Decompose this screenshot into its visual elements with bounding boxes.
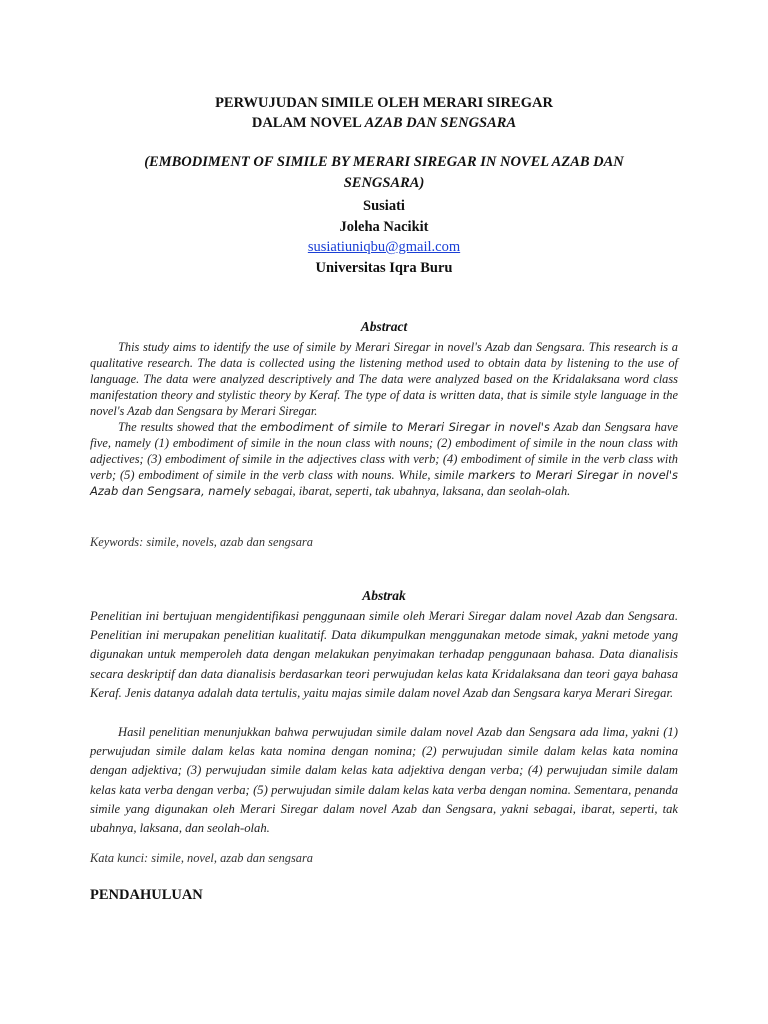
title-line-1: PERWUJUDAN SIMILE OLEH MERARI SIREGAR (215, 95, 553, 111)
author-2: Joleha Nacikit (339, 218, 429, 235)
email-link[interactable]: susiatiuniqbu@gmail.com (307, 239, 461, 255)
author-block (90, 196, 678, 278)
abstract-p2-d: markers to Merari Siregar in novel's Azab dan Sengsara, namely (90, 468, 678, 498)
author-1: Susiati (363, 198, 405, 214)
abstract-paragraph-2 (90, 419, 678, 499)
abstract-p2-a: The results showed that the (118, 420, 261, 434)
english-title: (EMBODIMENT OF SIMILE BY MERARI SIREGAR IN NOVEL AZAB DAN SENGSARA) (144, 154, 624, 191)
title-line-2-normal: DALAM NOVEL (251, 115, 365, 131)
title-line-2 (90, 113, 678, 133)
section-heading: PENDAHULUAN (90, 887, 203, 903)
abstract-paragraph-1: This study aims to identify the use of simile by Merari Siregar in novel's Azab dan Sengsara. This research is a qualitative research. The data is collected using the listening method used to obtain data by listening to the use of language. The data were analyzed descriptively and The data were analyzed based on the Kridalaksana word class manifestation theory and stylistic theory by Keraf. The type of data is written data, that is simile style language in the novel's Azab dan Sengsara by Merari Siregar. (90, 340, 678, 418)
abstrak-heading: Abstrak (362, 588, 406, 603)
title-line-2-italic: AZAB DAN SENGSARA (364, 115, 517, 131)
abstrak-paragraph-2: Hasil penelitian menunjukkan bahwa perwujudan simile dalam novel Azab dan Sengsara ada lima, yakni (1) perwujudan simile dalam kelas kata nomina dengan nomina; (2) perwujudan simile dalam kelas kata nomina dengan adjektiva; (3) perwujudan simile dalam kelas kata adjektiva dengan verba; (4) perwujudan simile dalam kelas kata verba dengan verba; (5) perwujudan simile dalam kelas kata verba dengan nomina. Sementara, penanda simile yang digunakan oleh Merari Siregar dalam novel Azab dan Sengsara, yakni sebagai, ibarat, seperti, tak ubahnya, laksana, dan seolah-olah. (90, 725, 678, 836)
keywords-en: Keywords: simile, novels, azab dan sengsara (90, 535, 313, 549)
paper-title (90, 93, 678, 133)
abstrak-paragraph-1: Penelitian ini bertujuan mengidentifikasi penggunaan simile oleh Merari Siregar dalam novel Azab dan Sengsara. Penelitian ini merupakan penelitian kualitatif. Data dikumpulkan menggunakan metode simak, yakni metode yang digunakan untuk memperoleh data dengan melakukan penyimakan terhadap penggunaan bahasa. Data dianalisis secara deskriptif dan data dianalisis berdasarkan teori perwujudan kelas kata Kridalaksana dan teori gaya bahasa Keraf. Jenis datanya adalah data tertulis, yaitu majas simile dalam novel Azab dan Sengsara karya Merari Siregar. (90, 609, 678, 700)
abstract-p2-c: Azab dan Sengsara have five, namely (1) embodiment of simile in the noun class with nouns; (2) embodiment of simile in the noun class with adjectives; (3) embodiment of simile in the adjectives class with verb; (4) embodiment of simile in the verb class with verb; (5) embodiment of simile in the verb class with nouns. While, simile (90, 420, 679, 482)
keywords-id: Kata kunci: simile, novel, azab dan sengsara (90, 851, 314, 865)
abstract-p2-e: sebagai, ibarat, seperti, tak ubahnya, laksana, dan seolah-olah. (250, 484, 571, 498)
affiliation: Universitas Iqra Buru (315, 259, 453, 276)
abstract-heading: Abstract (360, 319, 408, 334)
abstract-p2-b: embodiment of simile to Merari Siregar in novel's (260, 420, 550, 434)
